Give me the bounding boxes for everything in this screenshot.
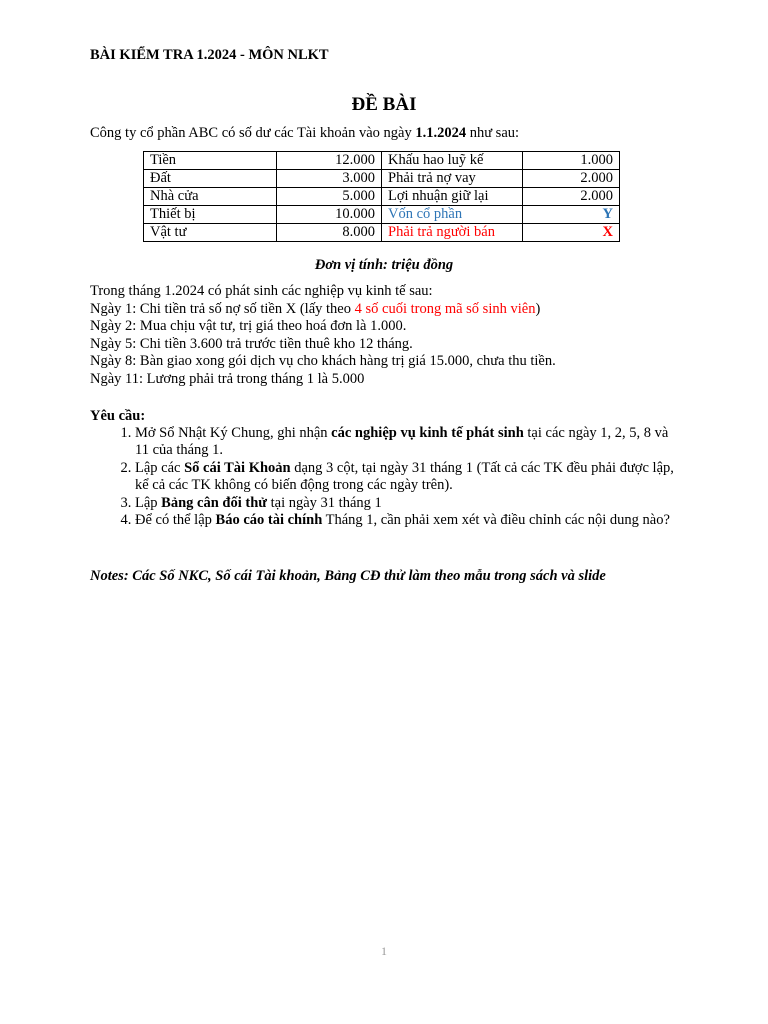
account-name: Khấu hao luỹ kế bbox=[382, 152, 523, 170]
account-value: 10.000 bbox=[277, 206, 382, 224]
account-name: Tiền bbox=[144, 152, 277, 170]
req-bold: Báo cáo tài chính bbox=[215, 512, 323, 529]
account-name: Phải trả nợ vay bbox=[382, 170, 523, 188]
req-text: Tháng 1, cần phải xem xét và điều chỉnh các nội dung nào? bbox=[322, 512, 670, 529]
account-name: Vật tư bbox=[144, 224, 277, 242]
requirement-item bbox=[135, 425, 675, 460]
requirement-item bbox=[135, 460, 675, 495]
req-text: Lập bbox=[135, 494, 162, 511]
account-name: Nhà cửa bbox=[144, 188, 277, 206]
account-value-x: X bbox=[523, 224, 620, 242]
req-bold: các nghiệp vụ kinh tế phát sinh bbox=[331, 425, 524, 441]
account-value: 12.000 bbox=[277, 152, 382, 170]
table-row bbox=[144, 188, 620, 206]
req-bold: Sổ cái Tài Khoản bbox=[184, 459, 291, 476]
event-day1-pre: Ngày 1: Chi tiền trả số nợ số tiền X (lấy theo bbox=[90, 300, 355, 317]
account-name: Đất bbox=[144, 170, 277, 188]
balance-table bbox=[143, 151, 620, 242]
account-value: 8.000 bbox=[277, 224, 382, 242]
account-value: 2.000 bbox=[523, 188, 620, 206]
requirement-item bbox=[135, 495, 675, 512]
account-name: Thiết bị bbox=[144, 206, 277, 224]
account-name-equity: Vốn cổ phần bbox=[382, 206, 523, 224]
exam-header: BÀI KIỂM TRA 1.2024 - MÔN NLKT bbox=[90, 47, 329, 63]
intro-post: như sau: bbox=[466, 125, 520, 141]
req-text: tại các ngày 1, 2, 5, 8 và 11 của tháng 1. bbox=[135, 425, 669, 459]
req-text: Lập các bbox=[135, 459, 185, 476]
req-text: Để có thể lập bbox=[135, 512, 216, 529]
events-list bbox=[90, 283, 556, 389]
events-intro: Trong tháng 1.2024 có phát sinh các nghiệp vụ kinh tế sau: bbox=[90, 283, 433, 299]
unit-caption: Đơn vị tính: triệu đồng bbox=[314, 257, 454, 273]
table-row bbox=[144, 152, 620, 170]
event-day1 bbox=[90, 301, 556, 319]
notes: Notes: Các Số NKC, Số cái Tài khoản, Bảng CĐ thử làm theo mẫu trong sách và slide bbox=[90, 568, 606, 584]
account-name-payable: Phải trả người bán bbox=[382, 224, 523, 242]
account-name: Lợi nhuận giữ lại bbox=[382, 188, 523, 206]
req-text: tại ngày 31 tháng 1 bbox=[266, 494, 382, 511]
event-day8: Ngày 8: Bàn giao xong gói dịch vụ cho khách hàng trị giá 15.000, chưa thu tiền. bbox=[90, 353, 556, 370]
table-row bbox=[144, 224, 620, 242]
req-bold: Bảng cân đối thử bbox=[161, 494, 267, 511]
account-value: 5.000 bbox=[277, 188, 382, 206]
event-day5: Ngày 5: Chi tiền 3.600 trả trước tiền thuê kho 12 tháng. bbox=[90, 335, 413, 352]
event-day1-highlight: 4 số cuối trong mã số sinh viên bbox=[354, 300, 536, 317]
req-text: dạng 3 cột, tại ngày 31 tháng 1 (Tất cả các TK đều phải được lập, kể cả các TK không có biến động trong các ngày trên). bbox=[135, 459, 674, 494]
event-day11: Ngày 11: Lương phải trả trong tháng 1 là 5.000 bbox=[90, 370, 365, 387]
requirement-item bbox=[135, 512, 675, 529]
intro-paragraph bbox=[90, 125, 519, 142]
event-day2: Ngày 2: Mua chịu vật tư, trị giá theo hoá đơn là 1.000. bbox=[90, 318, 407, 335]
account-value-y: Y bbox=[523, 206, 620, 224]
account-value: 1.000 bbox=[523, 152, 620, 170]
intro-date: 1.1.2024 bbox=[415, 125, 467, 141]
account-value: 2.000 bbox=[523, 170, 620, 188]
intro-pre: Công ty cổ phần ABC có số dư các Tài khoản vào ngày bbox=[90, 125, 416, 141]
requirements-list bbox=[90, 425, 675, 529]
page-number: 1 bbox=[381, 944, 387, 958]
account-value: 3.000 bbox=[277, 170, 382, 188]
table-row bbox=[144, 206, 620, 224]
req-text: Mở Sổ Nhật Ký Chung, ghi nhận bbox=[135, 425, 332, 441]
table-row bbox=[144, 170, 620, 188]
page-title: ĐỀ BÀI bbox=[351, 94, 417, 115]
event-day1-post: ) bbox=[535, 300, 541, 317]
requirements-title: Yêu cầu: bbox=[90, 408, 146, 424]
